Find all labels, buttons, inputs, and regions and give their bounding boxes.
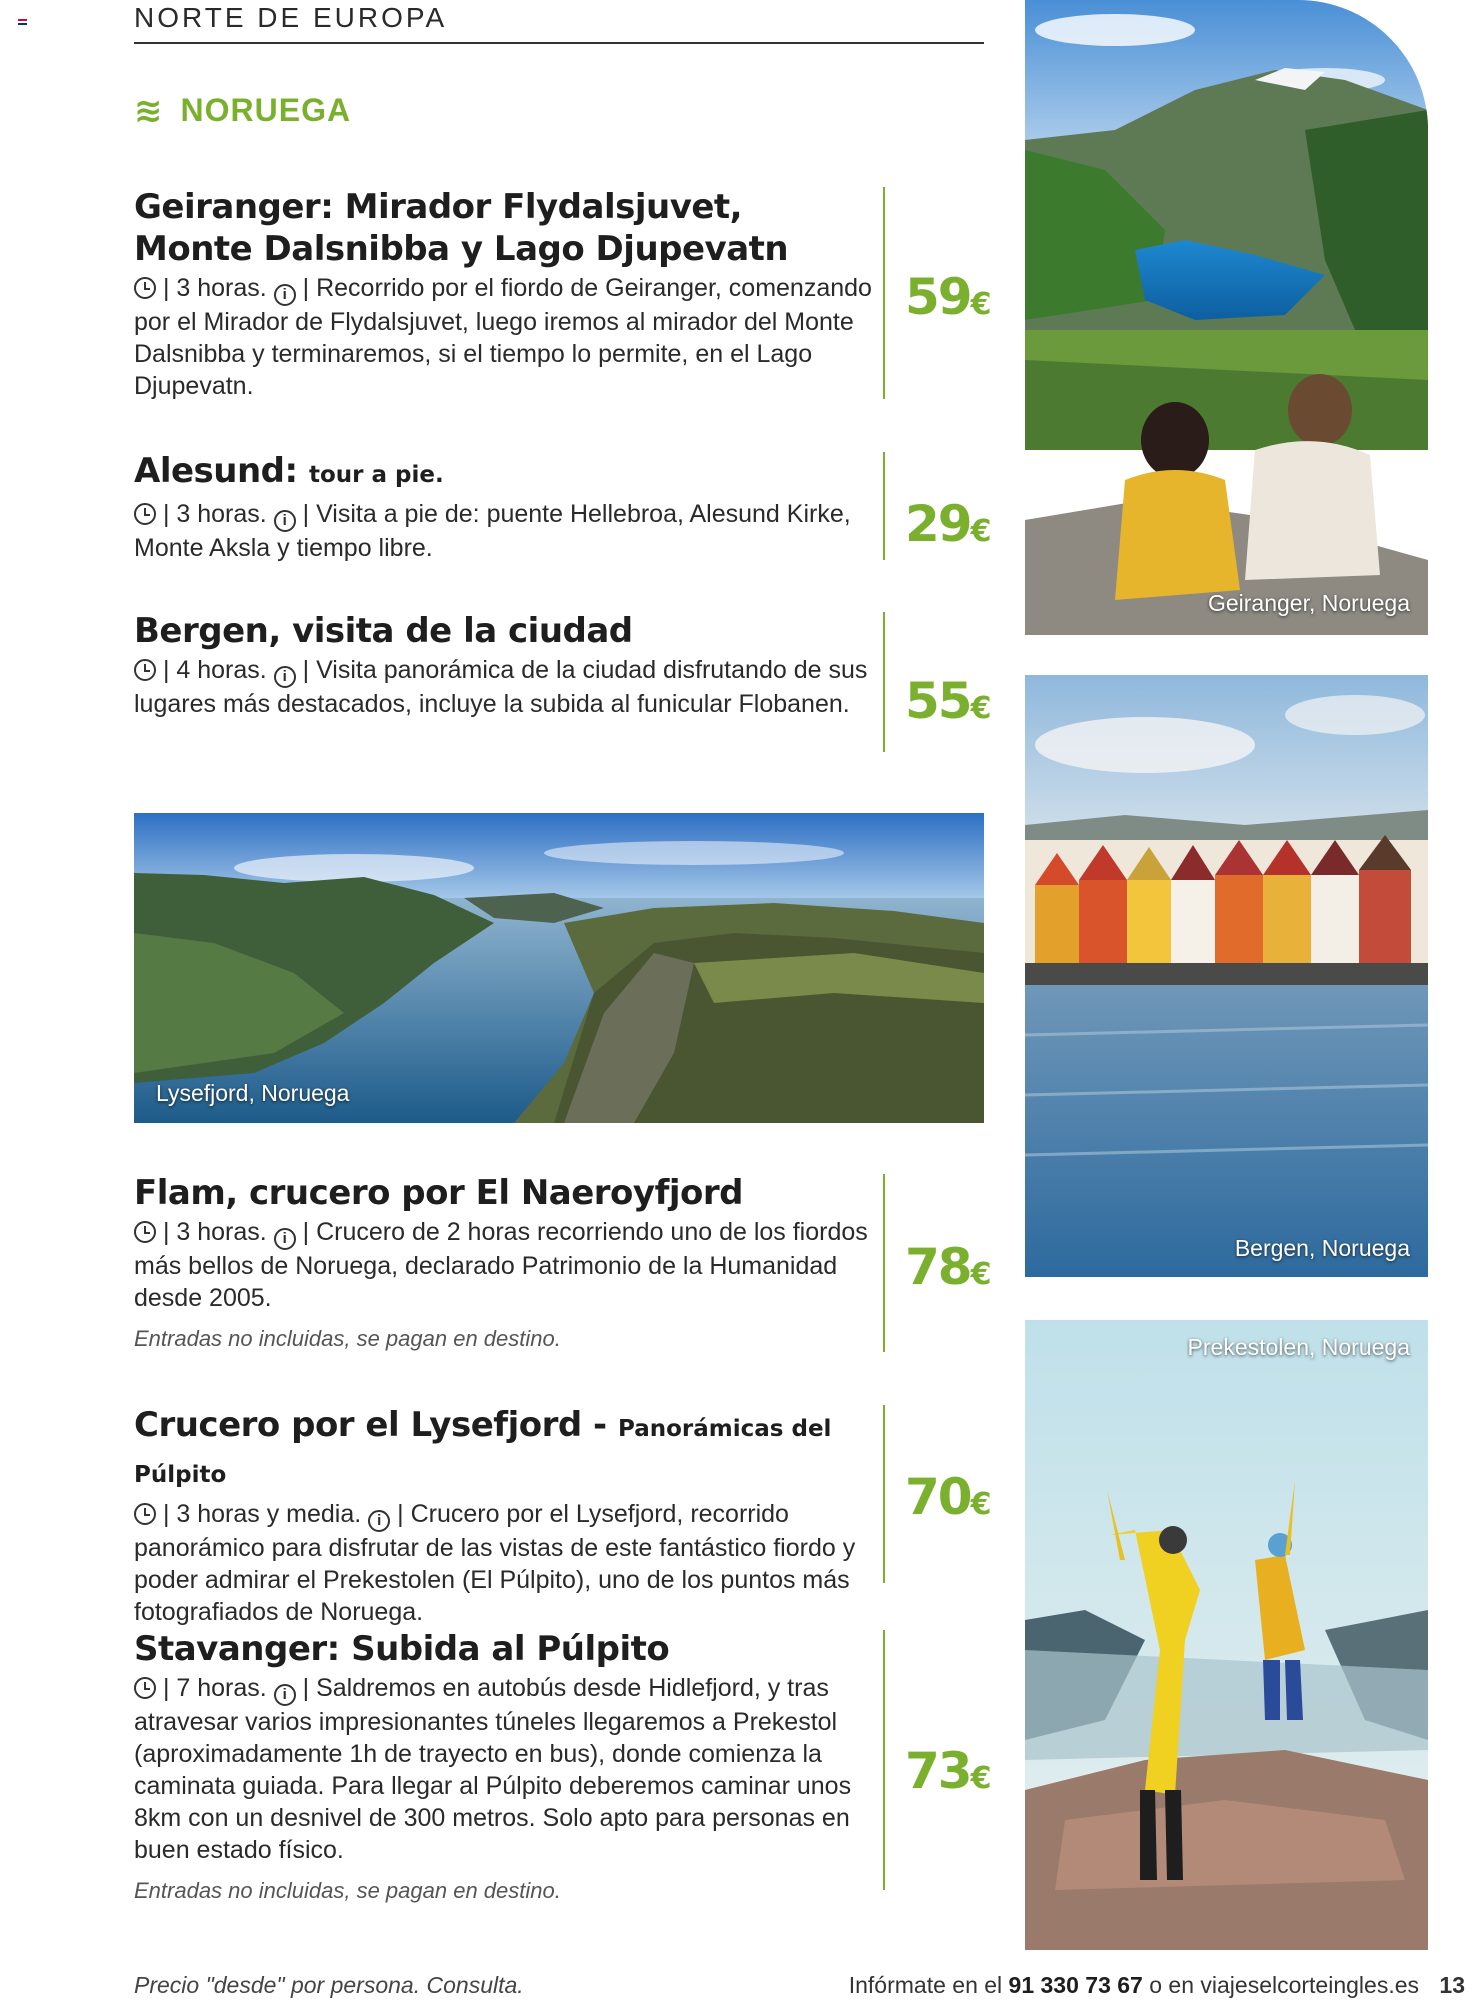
tour-description: | 3 horas. i | Crucero de 2 horas recorriendo uno de los fiordos más bellos de Noruega, declarado Patrimonio de la Humanidad desde 2005. <box>134 1218 868 1312</box>
footer-phone[interactable]: 91 330 73 67 <box>1008 1972 1143 1998</box>
tour-price: 29€ <box>905 495 992 553</box>
footer-info: Infórmate en el 91 330 73 67 o en viajeselcorteingles.es 13 <box>848 1972 1465 1998</box>
info-icon: i <box>274 284 296 306</box>
tour-description: | 4 horas. i | Visita panorámica de la ciudad disfrutando de sus lugares más destacados, incluye la subida al funicular Flobanen. <box>134 656 868 718</box>
page-number: 13 <box>1439 1972 1465 1998</box>
price-divider <box>883 612 885 752</box>
info-icon: i <box>274 510 296 532</box>
tour-stavanger <box>134 1628 874 1906</box>
tour-bergen <box>134 610 874 720</box>
tour-alesund <box>134 450 874 564</box>
tour-description: | 3 horas. i | Recorrido por el fiordo de Geiranger, comenzando por el Mirador de Flydalsjuvet, luego iremos al mirador del Monte Dalsnibba y terminaremos, si el tiempo lo permite, en el Lago Djupevatn. <box>134 274 872 400</box>
waves-icon: ≋ <box>134 91 163 130</box>
footer-disclaimer: Precio "desde" por persona. Consulta. <box>134 1972 524 1998</box>
tour-description: | 7 horas. i | Saldremos en autobús desde Hidlefjord, y tras atravesar varios impresionantes túneles llegaremos a Prekestol (aproximadamente 1h de trayecto en bus), donde comienza la caminata guiada. Para llegar al Púlpito deberemos caminar unos 8km con un desnivel de 300 metros. Solo apto para personas en buen estado físico. <box>134 1674 852 1864</box>
tour-flam <box>134 1172 874 1354</box>
clock-icon <box>134 659 156 681</box>
section-divider <box>134 42 984 44</box>
info-icon: i <box>274 1684 296 1706</box>
tour-price: 55€ <box>905 672 992 730</box>
info-icon: i <box>274 1228 296 1250</box>
price-divider <box>883 187 885 399</box>
tour-note: Entradas no incluidas, se pagan en destino. <box>134 1878 561 1903</box>
tour-title: Geiranger: Mirador Flydalsjuvet, Monte Dalsnibba y Lago Djupevatn <box>134 187 789 269</box>
clock-icon <box>134 277 156 299</box>
photo-caption: Prekestolen, Noruega <box>1187 1334 1410 1360</box>
country-heading <box>134 92 351 129</box>
tour-price: 70€ <box>905 1468 992 1526</box>
photo-bergen <box>1025 675 1428 1277</box>
tour-price: 59€ <box>905 268 992 326</box>
tour-title: Stavanger: Subida al Púlpito <box>134 1629 670 1669</box>
photo-prekestolen <box>1025 1320 1428 1950</box>
clock-icon <box>134 1677 156 1699</box>
tour-price: 73€ <box>905 1742 992 1800</box>
tour-title: Crucero por el Lysefjord - Panorámicas del Púlpito <box>134 1405 832 1488</box>
tour-title: Flam, crucero por El Naeroyfjord <box>134 1173 743 1213</box>
tour-title: Alesund: tour a pie. <box>134 451 444 491</box>
photo-geiranger <box>1025 0 1428 635</box>
price-divider <box>883 1174 885 1352</box>
section-title: NORTE DE EUROPA <box>134 2 448 33</box>
footer-website[interactable]: o en viajeselcorteingles.es <box>1149 1972 1420 1998</box>
clock-icon <box>134 1503 156 1525</box>
tour-description: | 3 horas y media. i | Crucero por el Lysefjord, recorrido panorámico para disfrutar de las vistas de este fantástico fiordo y poder admirar el Prekestolen (El Púlpito), uno de los puntos más fotografiados de Noruega. <box>134 1500 856 1626</box>
photo-lysefjord <box>134 813 984 1123</box>
tour-lysefjord-cruise <box>134 1404 894 1628</box>
tour-price: 78€ <box>905 1238 992 1296</box>
tour-title: Bergen, visita de la ciudad <box>134 611 633 651</box>
clock-icon <box>134 1221 156 1243</box>
photo-caption: Bergen, Noruega <box>1234 1235 1410 1261</box>
photo-caption: Lysefjord, Noruega <box>156 1080 350 1106</box>
tour-description: | 3 horas. i | Visita a pie de: puente Hellebroa, Alesund Kirke, Monte Aksla y tiempo libre. <box>134 500 851 562</box>
price-divider <box>883 1405 885 1583</box>
tour-note: Entradas no incluidas, se pagan en destino. <box>134 1326 561 1351</box>
price-divider <box>883 1630 885 1890</box>
photo-caption: Geiranger, Noruega <box>1207 590 1410 616</box>
country-name: NORUEGA <box>180 92 352 128</box>
tour-geiranger <box>134 186 874 402</box>
flag-icon <box>18 19 27 25</box>
info-icon: i <box>274 666 296 688</box>
price-divider <box>883 452 885 560</box>
info-icon: i <box>368 1510 390 1532</box>
clock-icon <box>134 503 156 525</box>
